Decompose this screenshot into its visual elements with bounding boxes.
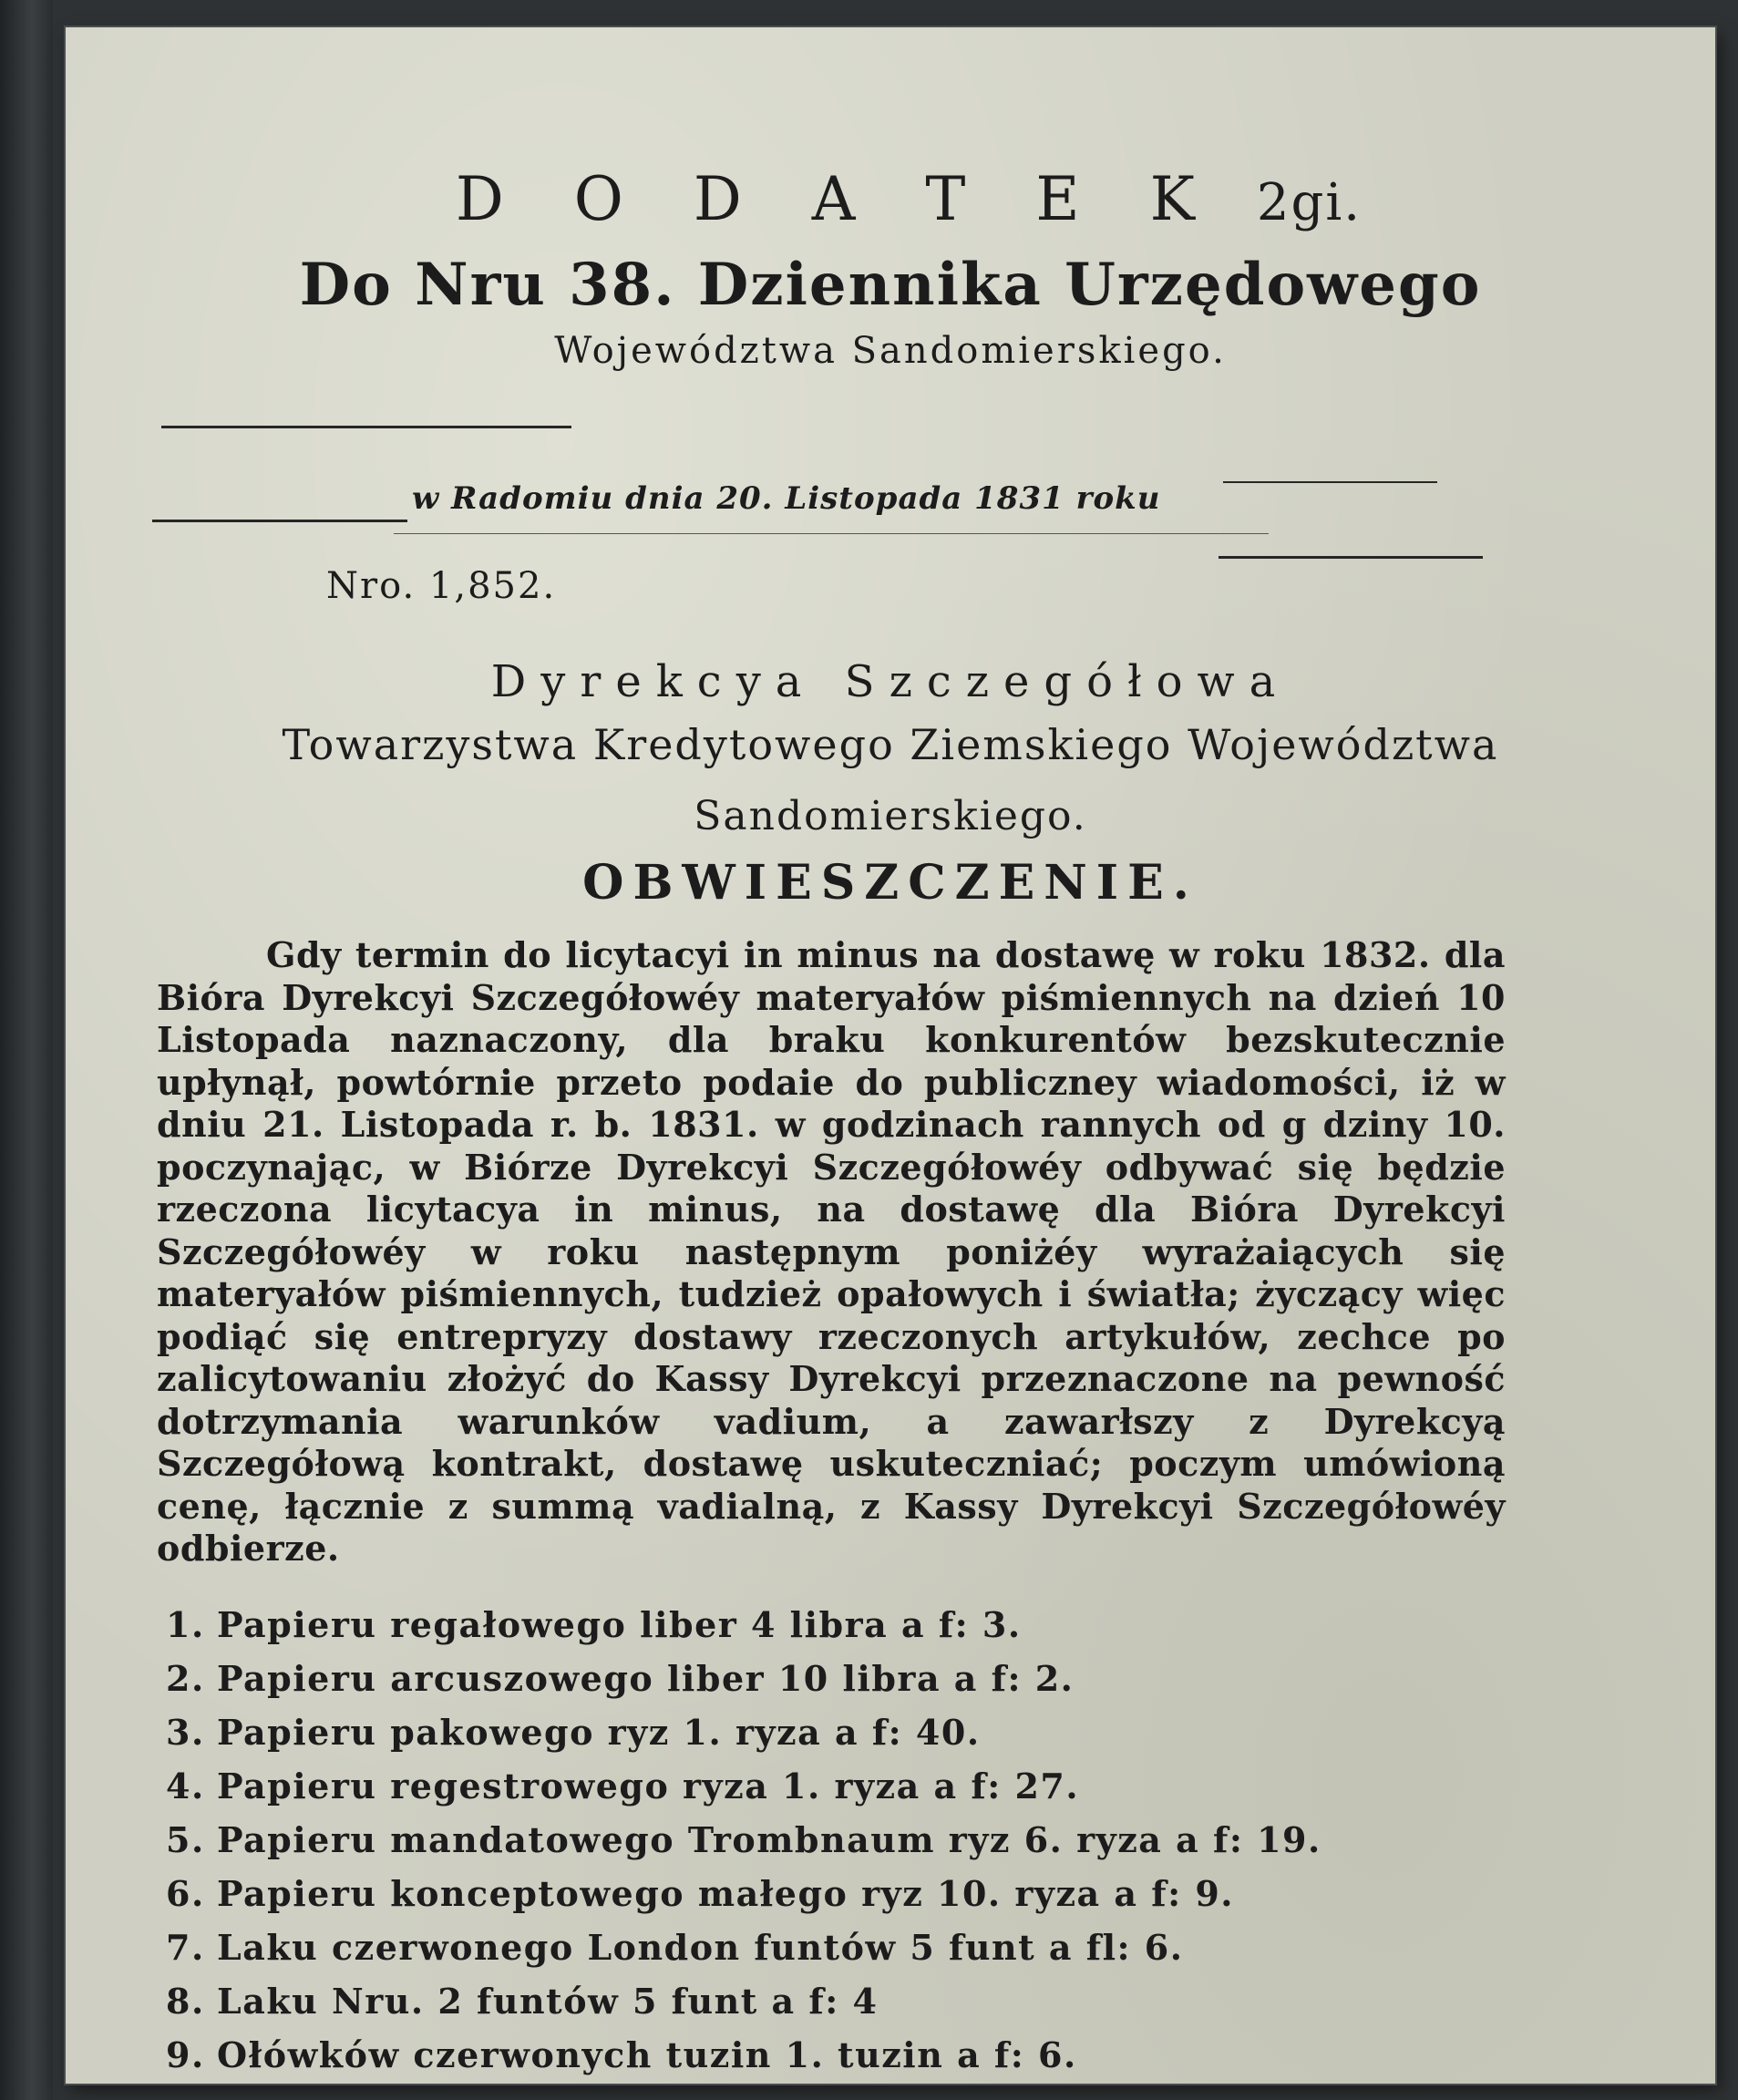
document-page [66,27,1715,2084]
item-text: Papieru pakowego ryz 1. ryza a f: 40. [217,1712,981,1753]
dateline: w Radomiu dnia 20. Listopada 1831 roku [412,480,1161,517]
list-item [166,2034,1321,2088]
list-item [166,1981,1321,2034]
item-text: Laku Nru. 2 funtów 5 funt a f: 4 [217,1981,879,2022]
page-title [102,164,1715,234]
item-number: 5. [166,1819,205,1860]
masthead [66,164,1715,372]
item-text: Papieru arcuszowego liber 10 libra a f: 2. [217,1658,1075,1699]
divider-top-right [1223,481,1437,483]
list-item [166,1658,1321,1712]
list-item [166,1927,1321,1981]
item-text: Papieru mandatowego Trombnaum ryz 6. ryza a f: 19. [217,1819,1321,1860]
divider-dateline-left [152,520,407,522]
item-text: Papieru konceptowego małego ryz 10. ryza a f: 9. [217,1873,1235,1914]
item-number: 4. [166,1765,205,1807]
list-item [166,1604,1321,1658]
subtitle-province: Województwa Sandomierskiego. [554,330,1227,372]
subtitle-journal: Do Nru 38. Dziennika Urzędowego [299,251,1482,319]
issuer-line-3: Sandomierskiego. [694,793,1087,839]
items-list [166,1604,1321,2088]
item-number: 9. [166,2034,205,2075]
list-item [166,1819,1321,1873]
body-paragraph: Gdy termin do licytacyi in minus na dostawę w roku 1832. dla Bióra Dyrekcyi Szczegółowéy materyałów piśmiennych na dzień 10 Listopada naznaczony, dla braku konkurentów bezskutecznie upłynął, powtórnie przeto podaie do publiczney wiadomości, iż w dniu 21. Listopada r. b. 1831. w godzinach rannych od g dziny 10. poczynając, w Biórze Dyrekcyi Szczegółowéy odbywać się będzie rzeczona licytacya in minus, na dostawę dla Biórа Dyrekcyi Szczegółowéy w roku następnym poniżéy wyrażaiących się materyałów piśmiennych, tudzież opałowych i światła; życzący więc podiąć się entrepryzy dostawy rzeczonych artykułów, zechce po zalicytowaniu złożyć do Kassy Dyrekcyi przeznaczone na pewność dotrzymania warunków vadium, a zawarłszy z Dyrekcyą Szczegółową kontrakt, dostawę uskuteczniać; poczym umówioną cenę, łącznie z summą vadialną, z Kassy Dyrekcyi Szczegółowéy odbierze. [157,934,1506,1569]
divider-dateline-under [394,533,1269,534]
title-suffix: 2gi. [1256,173,1363,232]
item-text: Papieru regestrowego ryza 1. ryza a f: 27. [217,1765,1080,1807]
item-number: 6. [166,1873,205,1914]
list-item [166,1765,1321,1819]
divider-right [1219,556,1483,559]
list-item [166,1873,1321,1927]
list-item [166,1712,1321,1765]
announcement-heading: OBWIESZCZENIE. [582,855,1198,911]
issuer-line-2: Towarzystwa Kredytowego Ziemskiego Województwa [282,720,1499,769]
item-number: 7. [166,1927,205,1968]
item-number: 8. [166,1981,205,2022]
document-number: Nro. 1,852. [326,565,557,607]
item-number: 1. [166,1604,205,1645]
item-text: Ołówków czerwonych tuzin 1. tuzin a f: 6. [217,2034,1077,2075]
announcement-body [157,934,1506,1570]
book-spine [0,0,53,2100]
item-number: 3. [166,1712,205,1753]
item-text: Papieru regałowego liber 4 libra a f: 3. [217,1604,1022,1645]
item-text: Laku czerwonego London funtów 5 funt a fl: 6. [217,1927,1184,1968]
divider-top-left [161,426,571,428]
title-text: D O D A T E K [455,164,1220,234]
issuer-line-1: Dyrekcya Szczegółowa [490,656,1291,707]
item-number: 2. [166,1658,205,1699]
